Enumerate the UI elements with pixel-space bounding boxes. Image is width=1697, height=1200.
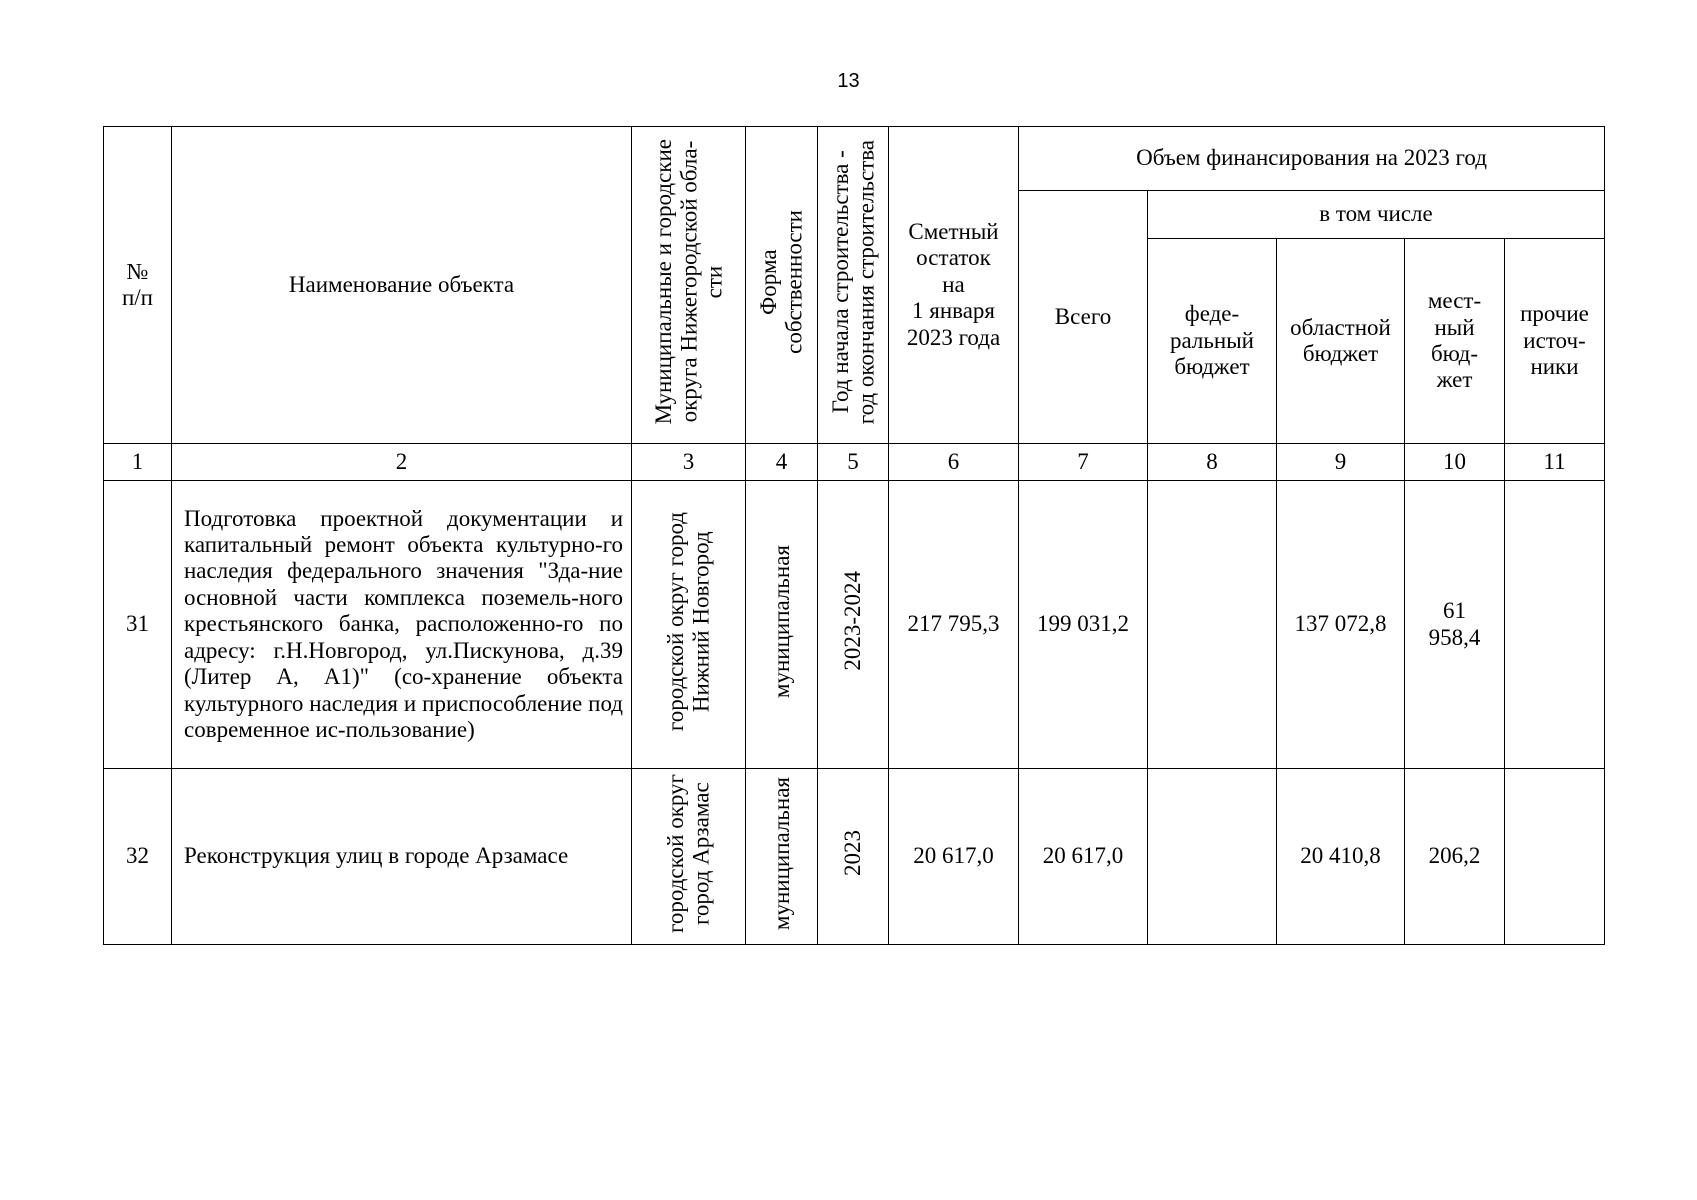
regional-cell: 20 410,8	[1277, 769, 1405, 945]
header-ownership: Форма собственности	[746, 127, 818, 444]
column-number-row	[104, 444, 1605, 481]
column-number: 2	[172, 444, 632, 481]
header-name: Наименование объекта	[172, 127, 632, 444]
column-number: 9	[1277, 444, 1405, 481]
ownership-cell: муниципальная	[746, 481, 818, 769]
column-number: 1	[104, 444, 172, 481]
federal-cell	[1148, 481, 1277, 769]
total-cell: 199 031,2	[1019, 481, 1148, 769]
years-cell: 2023	[818, 769, 889, 945]
table-row	[104, 481, 1605, 769]
header-local: мест- ный бюд- жет	[1405, 239, 1505, 444]
estimate-balance-cell: 20 617,0	[889, 769, 1019, 945]
column-number: 4	[746, 444, 818, 481]
investment-table	[103, 126, 1605, 945]
header-num: № п/п	[104, 127, 172, 444]
regional-cell: 137 072,8	[1277, 481, 1405, 769]
header-municipality: Муниципальные и городские округа Нижегородской обла- сти	[632, 127, 746, 444]
header-estimate-balance: Сметный остаток на 1 января 2023 года	[889, 127, 1019, 444]
header-other: прочие источ- ники	[1505, 239, 1605, 444]
header-years: Год начала строительства - год окончания строительства	[818, 127, 889, 444]
header-regional: областной бюджет	[1277, 239, 1405, 444]
header-including: в том числе	[1148, 191, 1605, 239]
other-cell	[1505, 769, 1605, 945]
column-number: 10	[1405, 444, 1505, 481]
estimate-balance-cell: 217 795,3	[889, 481, 1019, 769]
column-number: 6	[889, 444, 1019, 481]
local-cell: 61 958,4	[1405, 481, 1505, 769]
header-funding-group: Объем финансирования на 2023 год	[1019, 127, 1605, 191]
column-number: 8	[1148, 444, 1277, 481]
municipality-cell: городской округ город Нижний Новгород	[632, 481, 746, 769]
object-name: Подготовка проектной документации и капитальный ремонт объекта культурно-го наследия федерального значения "Зда-ние основной части комплекса поземель-ного крестьянского банка, расположенно-го по адресу: г.Н.Новгород, ул.Пискунова, д.39 (Литер А, А1)" (со-хранение объекта культурного наследия и приспособление под современное ис-пользование)	[172, 481, 632, 769]
column-number: 11	[1505, 444, 1605, 481]
row-num: 32	[104, 769, 172, 945]
federal-cell	[1148, 769, 1277, 945]
page-number: 13	[837, 70, 860, 92]
table-row	[104, 769, 1605, 945]
ownership-cell: муниципальная	[746, 769, 818, 945]
row-num: 31	[104, 481, 172, 769]
other-cell	[1505, 481, 1605, 769]
years-cell: 2023-2024	[818, 481, 889, 769]
total-cell: 20 617,0	[1019, 769, 1148, 945]
column-number: 5	[818, 444, 889, 481]
local-cell: 206,2	[1405, 769, 1505, 945]
header-total: Всего	[1019, 191, 1148, 444]
object-name: Реконструкция улиц в городе Арзамасе	[172, 769, 632, 945]
header-federal: феде- ральный бюджет	[1148, 239, 1277, 444]
municipality-cell: городской округ город Арзамас	[632, 769, 746, 945]
column-number: 7	[1019, 444, 1148, 481]
column-number: 3	[632, 444, 746, 481]
header-row-1	[104, 127, 1605, 191]
